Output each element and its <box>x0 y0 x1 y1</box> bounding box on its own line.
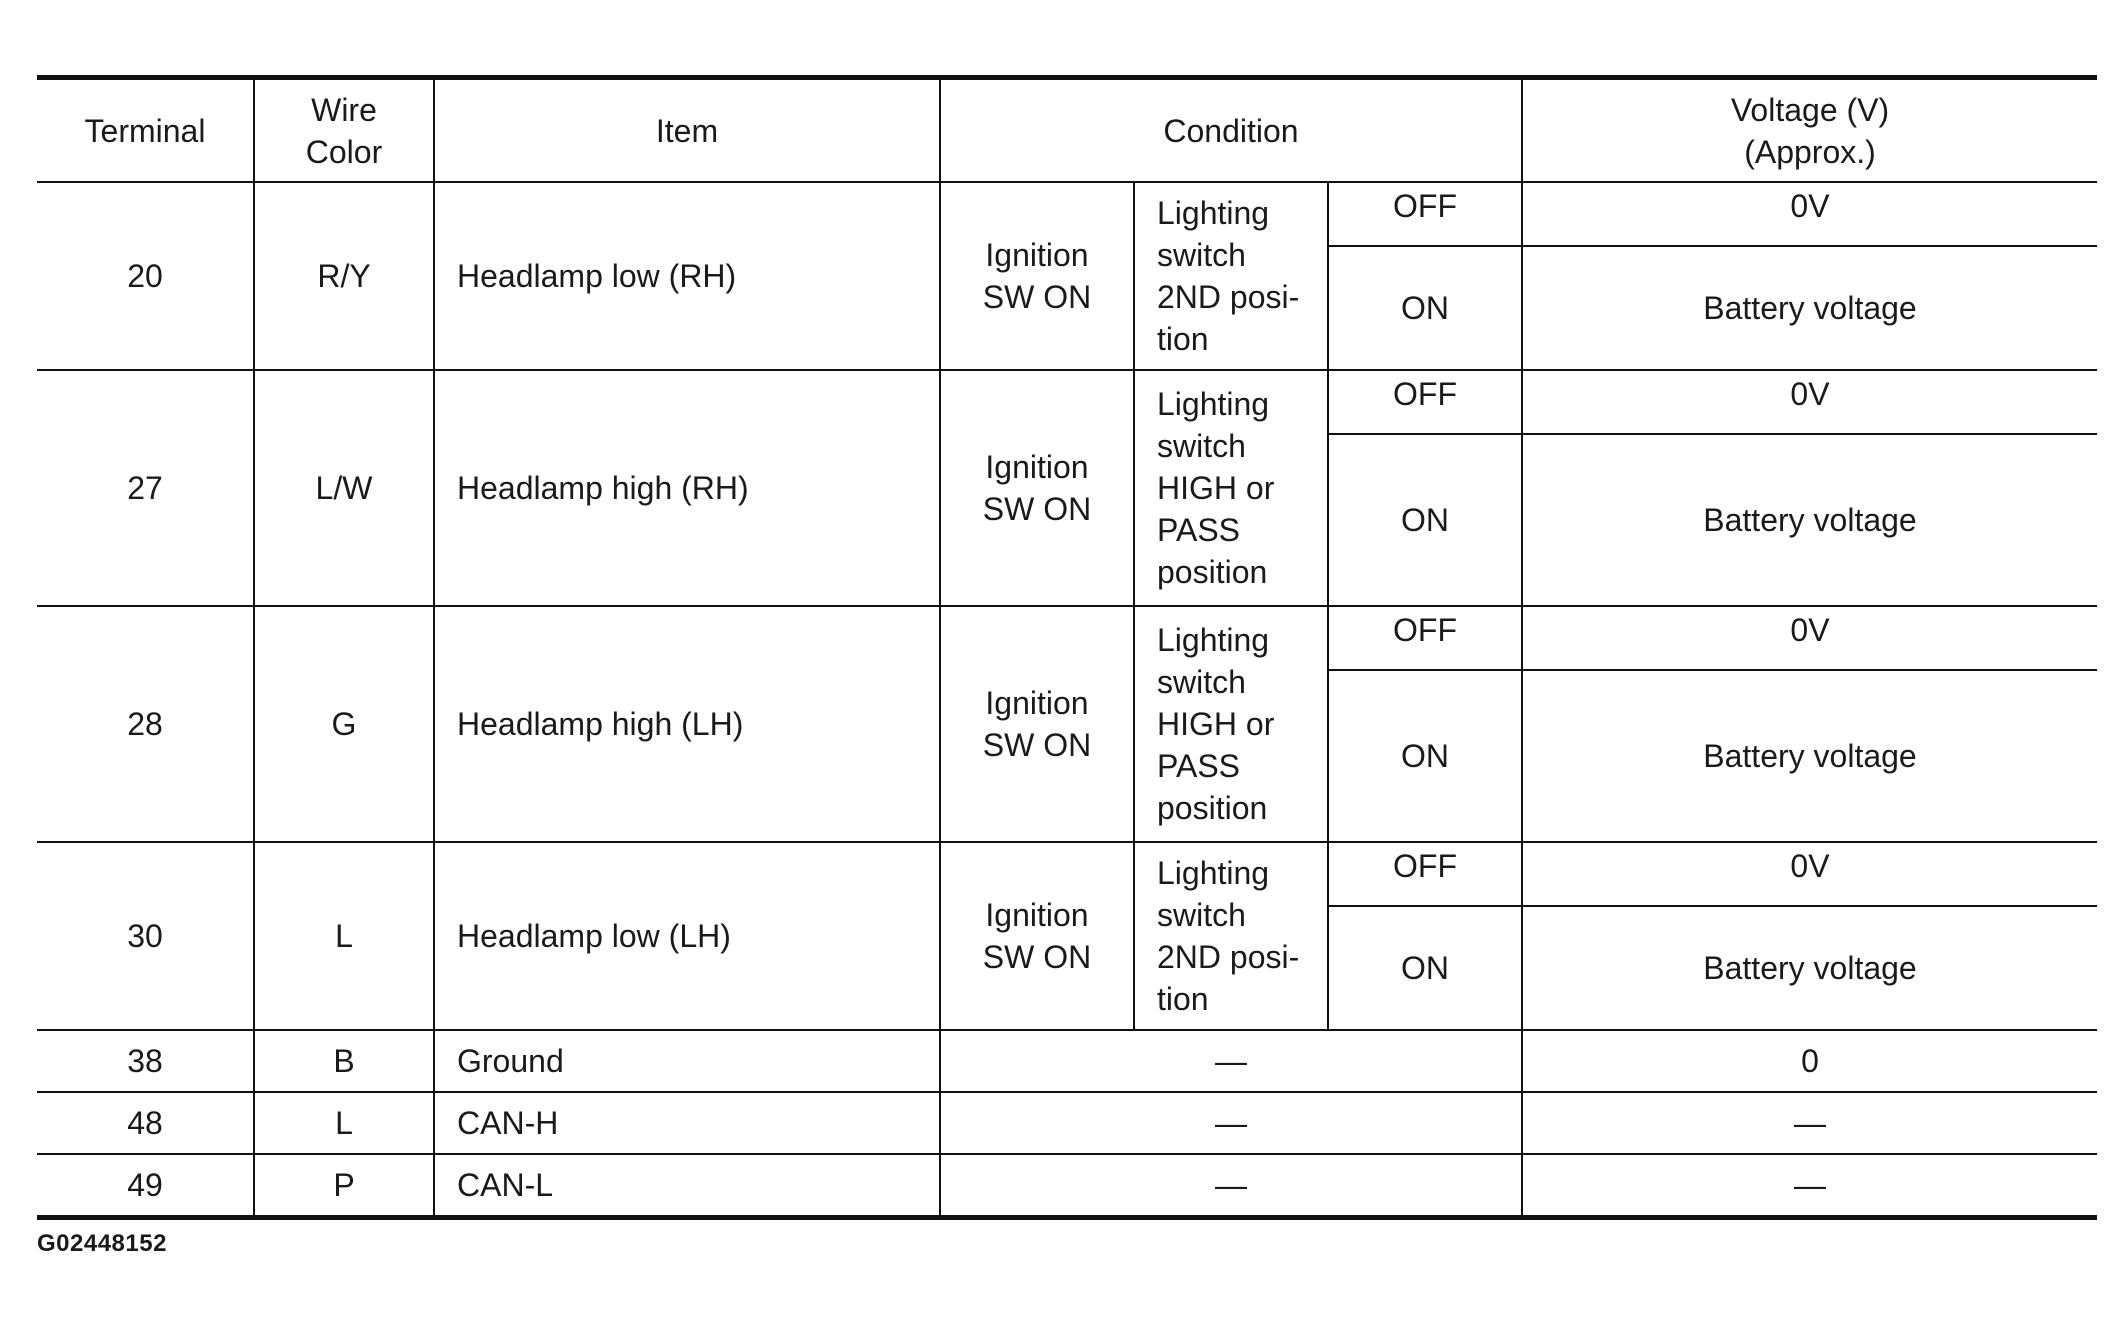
document-code: G02448152 <box>37 1230 167 1257</box>
header-condition: Condition <box>940 78 1522 183</box>
wire-color-cell: L/W <box>254 370 434 606</box>
condition-cell: — <box>940 1092 1522 1154</box>
item-cell: Ground <box>434 1030 940 1092</box>
wire-color-cell: B <box>254 1030 434 1092</box>
state-cell: ON <box>1328 670 1522 842</box>
voltage-cell: Battery voltage <box>1522 434 2097 606</box>
voltage-cell: — <box>1522 1092 2097 1154</box>
table-row <box>37 842 2097 906</box>
item-cell: CAN-H <box>434 1092 940 1154</box>
voltage-cell: Battery voltage <box>1522 246 2097 370</box>
table-row <box>37 1092 2097 1154</box>
condition-cell: — <box>940 1030 1522 1092</box>
item-cell: Headlamp high (LH) <box>434 606 940 842</box>
item-cell: CAN-L <box>434 1154 940 1218</box>
state-cell: OFF <box>1328 182 1522 246</box>
table-row <box>37 606 2097 670</box>
item-cell: Headlamp low (LH) <box>434 842 940 1030</box>
voltage-cell: 0V <box>1790 188 1830 224</box>
terminal-cell: 30 <box>37 842 254 1030</box>
lighting-switch-condition-cell: Lighting switch 2ND posi- tion <box>1134 842 1328 1030</box>
ignition-condition-cell: Ignition SW ON <box>940 182 1134 370</box>
lighting-switch-condition-cell: Lighting switch HIGH or PASS position <box>1134 606 1328 842</box>
table-body <box>37 182 2097 1218</box>
table-row <box>37 370 2097 434</box>
wire-color-cell: G <box>254 606 434 842</box>
ignition-condition-cell: Ignition SW ON <box>940 842 1134 1030</box>
wire-color-cell: R/Y <box>254 182 434 370</box>
voltage-cell: — <box>1522 1154 2097 1218</box>
voltage-cell: Battery voltage <box>1522 670 2097 842</box>
lighting-switch-condition-cell: Lighting switch 2ND posi- tion <box>1134 182 1328 370</box>
voltage-cell: 0V <box>1522 842 2097 906</box>
voltage-cell: 0 <box>1522 1030 2097 1092</box>
terminal-cell: 48 <box>37 1092 254 1154</box>
header-voltage: Voltage (V) (Approx.) <box>1522 78 2097 183</box>
item-cell: Headlamp high (RH) <box>434 370 940 606</box>
wire-color-cell: L <box>254 842 434 1030</box>
wire-color-cell: L <box>254 1092 434 1154</box>
terminal-cell: 49 <box>37 1154 254 1218</box>
condition-cell: — <box>940 1154 1522 1218</box>
terminal-cell: 27 <box>37 370 254 606</box>
state-cell: ON <box>1328 906 1522 1030</box>
wire-color-cell: P <box>254 1154 434 1218</box>
voltage-cell: 0V <box>1522 370 2097 434</box>
table-header-row <box>37 78 2097 183</box>
header-item: Item <box>434 78 940 183</box>
item-cell: Headlamp low (RH) <box>434 182 940 370</box>
ignition-condition-cell: Ignition SW ON <box>940 606 1134 842</box>
terminal-spec-sheet <box>37 75 2097 1220</box>
voltage-cell: Battery voltage <box>1522 906 2097 1030</box>
table-row <box>37 1154 2097 1218</box>
terminal-cell: 20 <box>37 182 254 370</box>
state-cell: OFF <box>1328 606 1522 670</box>
terminal-voltage-table <box>37 75 2097 1220</box>
terminal-cell: 28 <box>37 606 254 842</box>
lighting-switch-condition-cell: Lighting switch HIGH or PASS position <box>1134 370 1328 606</box>
state-cell: ON <box>1328 246 1522 370</box>
ignition-condition-cell: Ignition SW ON <box>940 370 1134 606</box>
state-cell: OFF <box>1328 842 1522 906</box>
header-wire-color: Wire Color <box>254 78 434 183</box>
header-terminal: Terminal <box>37 78 254 183</box>
terminal-cell: 38 <box>37 1030 254 1092</box>
voltage-cell: 0V <box>1522 606 2097 670</box>
table-row <box>37 1030 2097 1092</box>
state-cell: OFF <box>1328 370 1522 434</box>
table-row <box>37 182 2097 246</box>
state-cell: ON <box>1328 434 1522 606</box>
